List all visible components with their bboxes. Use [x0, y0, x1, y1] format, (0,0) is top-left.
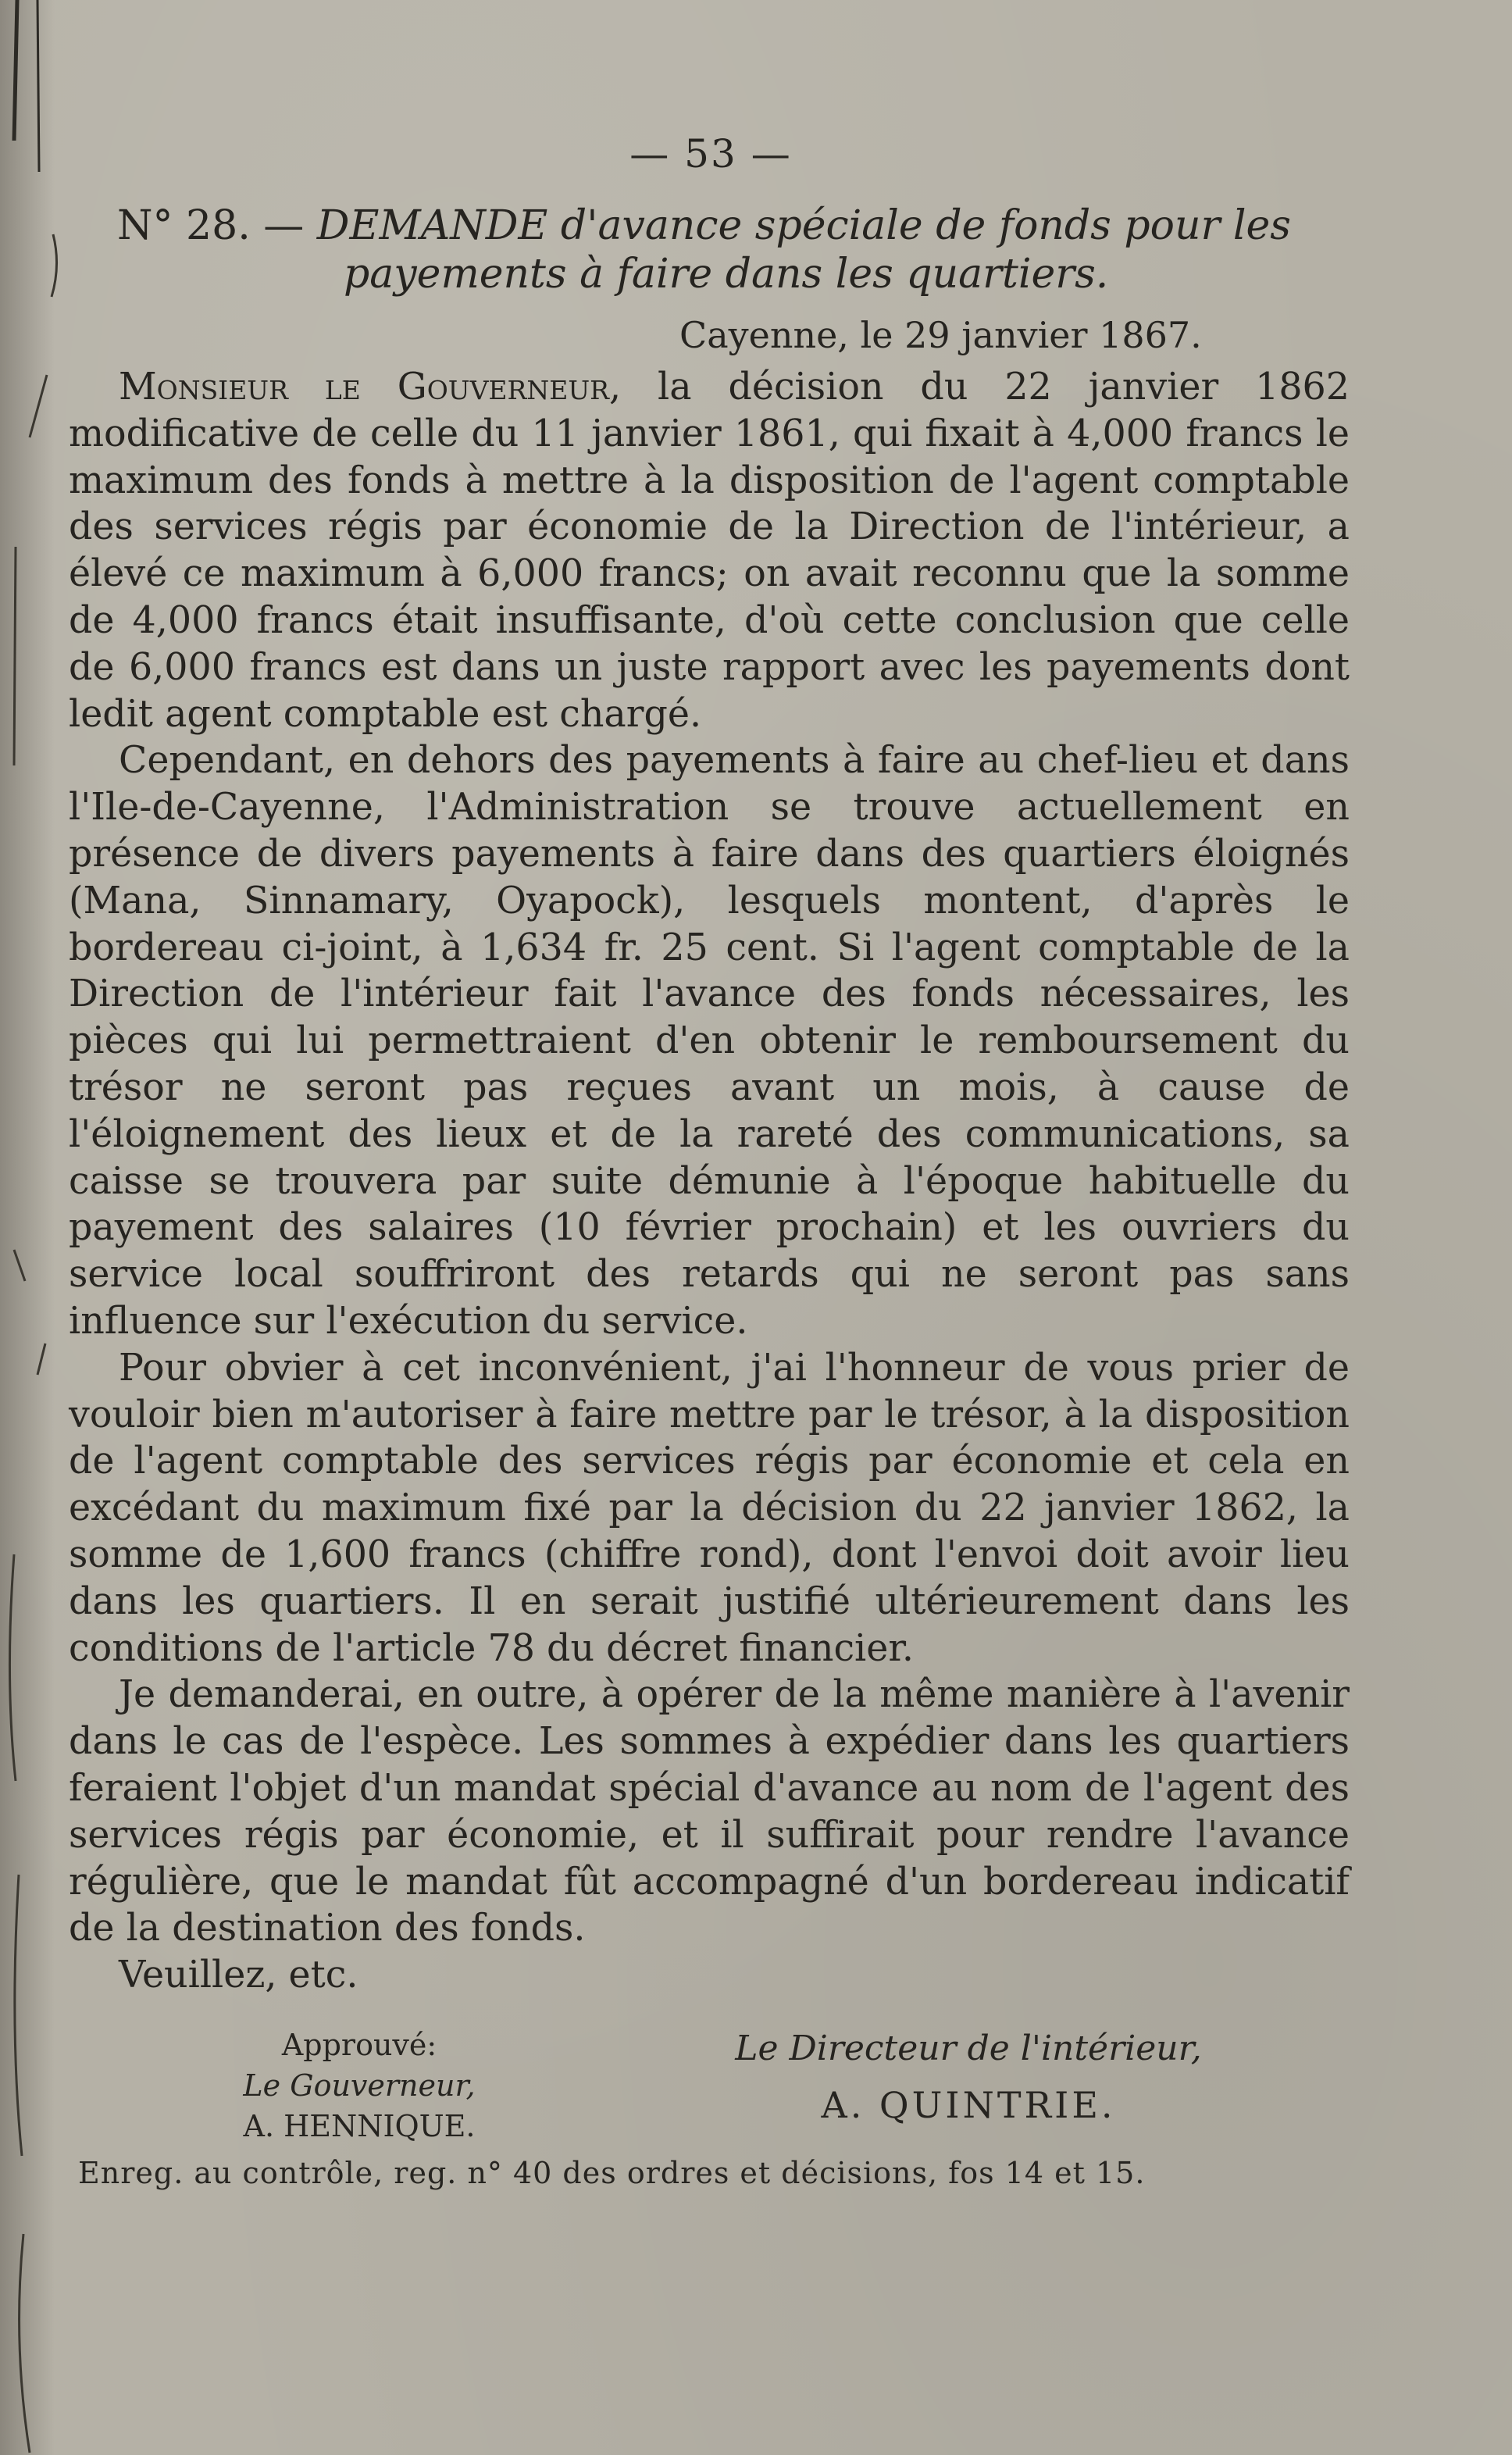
document-heading	[117, 202, 1351, 298]
dateline: Cayenne, le 29 janvier 1867.	[679, 314, 1202, 356]
governor-title: Le Gouverneur,	[243, 2068, 476, 2103]
paragraph-1-text: la décision du 22 janvier 1862 modificative de celle du 11 janvier 1861, qui fixait à 4,000 francs le maximum des fonds à mettre à la disposition de l'agent comptable des services régis par économie de la Direction de l'intérieur, a élevé ce maximum à 6,000 francs; on avait reconnu que la somme de 4,000 francs était insuffisante, d'où cette conclusion que celle de 6,000 francs est dans un juste rapport avec les payements dont ledit agent comptable est chargé.	[69, 366, 1350, 736]
letter-body	[69, 364, 1350, 1999]
paragraph-4: Je demanderai, en outre, à opérer de la même manière à l'avenir dans le cas de l'espèce. Les sommes à expédier dans les quartiers feraient l'objet d'un mandat spécial d'avance au nom de l'agent des services régis par économie, et il suffirait pour rendre l'avance régulière, que le mandat fût accompagné d'un bordereau indicatif de la destination des fonds.	[69, 1673, 1350, 1950]
document-title-line-2: payements à faire dans les quartiers.	[344, 251, 1109, 298]
director-name: A. QUINTRIE.	[821, 2084, 1116, 2126]
director-title: Le Directeur de l'intérieur,	[735, 2029, 1202, 2068]
page-number: — 53 —	[629, 131, 792, 177]
approved-label: Approuvé:	[281, 2028, 437, 2062]
paragraph-2: Cependant, en dehors des payements à faire au chef-lieu et dans l'Ile-de-Cayenne, l'Administration se trouve actuellement en présence de divers payements à faire dans des quartiers éloignés (Mana, Sinnamary, Oyapock), lesquels montent, d'après le bordereau ci-joint, à 1,634 fr. 25 cent. Si l'agent comptable de la Direction de l'intérieur fait l'avance des fonds nécessaires, les pièces qui lui permettraient d'en obtenir le remboursement du trésor ne seront pas reçues avant un mois, à cause de l'éloignement des lieux et de la rareté des communications, sa caisse se trouvera par suite démunie à l'époque habituelle du payement des salaires (10 février prochain) et les ouvriers du service local souffriront des retards qui ne seront pas sans influence sur l'exécution du service.	[69, 739, 1350, 1343]
document-number: N° 28. —	[117, 202, 305, 249]
director-signature-block	[687, 2025, 1250, 2129]
closing-formula: Veuillez, etc.	[119, 1954, 358, 1997]
approval-block	[195, 2025, 523, 2146]
governor-name: A. HENNIQUE.	[243, 2109, 476, 2143]
document-title-line-1: DEMANDE d'avance spéciale de fonds pour les	[316, 202, 1291, 249]
margin-pencil-marks	[6, 0, 61, 2455]
registry-note: Enreg. au contrôle, reg. n° 40 des ordres et décisions, fos 14 et 15.	[78, 2156, 1146, 2190]
paragraph-3: Pour obvier à cet inconvénient, j'ai l'honneur de vous prier de vouloir bien m'autoriser à faire mettre par le trésor, à la disposition de l'agent comptable des services régis par économie et cela en excédant du maximum fixé par la décision du 22 janvier 1862, la somme de 1,600 francs (chiffre rond), dont l'envoi doit avoir lieu dans les quartiers. Il en serait justifié ultérieurement dans les conditions de l'article 78 du décret financier.	[69, 1346, 1350, 1670]
salutation: Monsieur le Gouverneur,	[119, 366, 622, 409]
paragraph-1	[69, 364, 1350, 737]
